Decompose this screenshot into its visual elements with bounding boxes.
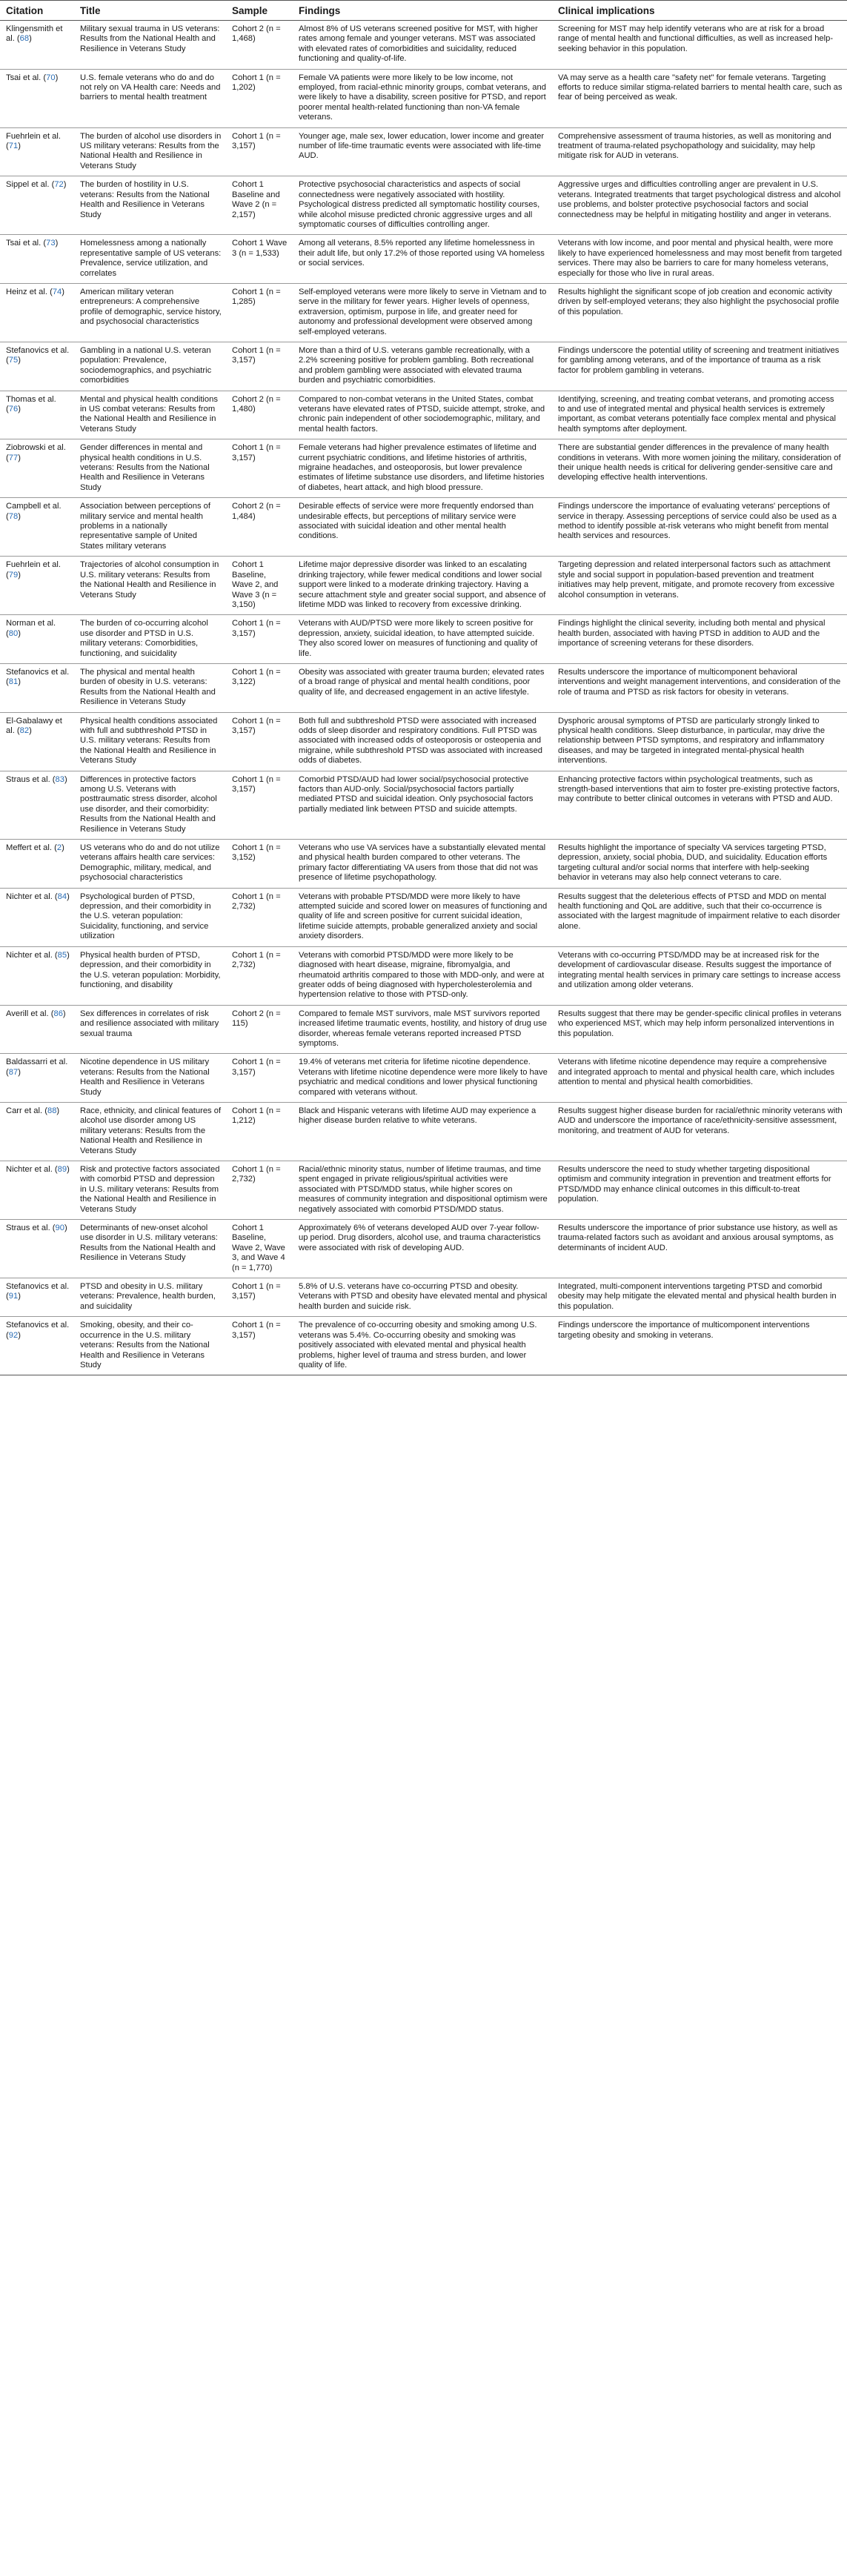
- findings-cell: Comorbid PTSD/AUD had lower social/psychosocial protective factors than AUD-only. Social/psychosocial factors partially mediated PTSD and suicidal ideation. Only psychosocial factors partially mediated link between PTSD and suicide attempts.: [293, 771, 552, 839]
- sample-cell: Cohort 2 (n = 115): [226, 1005, 293, 1054]
- implications-cell: Identifying, screening, and treating combat veterans, and promoting access to and use of integrated mental and physical health services is extremely important, as combat veterans potentially face complex mental and physical health symptoms after deployment.: [552, 391, 847, 439]
- sample-cell: Cohort 1 (n = 3,157): [226, 1278, 293, 1317]
- title-cell: Race, ethnicity, and clinical features of alcohol use disorder among US military veterans: Results from the National Health and Resilience in Veterans Study: [74, 1102, 226, 1161]
- title-cell: Mental and physical health conditions in US combat veterans: Results from the National Health and Resilience in Veterans Study: [74, 391, 226, 439]
- findings-cell: 19.4% of veterans met criteria for lifetime nicotine dependence. Veterans with lifetime nicotine dependence were more likely to have psychiatric and medical conditions and lower physical functioning compared with veterans without.: [293, 1054, 552, 1103]
- title-cell: PTSD and obesity in U.S. military veterans: Prevalence, health burden, and suicidality: [74, 1278, 226, 1317]
- citation-ref-link[interactable]: 75: [8, 356, 19, 365]
- citation-ref-link[interactable]: 91: [8, 1292, 19, 1301]
- citation-cell: Stefanovics et al. (92): [0, 1317, 74, 1375]
- findings-cell: Self-employed veterans were more likely to serve in Vietnam and to serve in the military for fewer years. Higher levels of openness, extraversion, optimism, purpose in life, and greater need for autonomy and professional development were observed among self-employed veterans.: [293, 283, 552, 342]
- findings-cell: Protective psychosocial characteristics and aspects of social connectedness were negatively associated with hostility. Psychological distress predicted all symptomatic hostility courses, while alcohol misuse predicted chronic aggressive urges and all symptomatic courses of difficulties controlling anger.: [293, 176, 552, 235]
- citation-cell: Fuehrlein et al. (79): [0, 557, 74, 615]
- citation-cell: El-Gabalawy et al. (82): [0, 712, 74, 771]
- findings-cell: Veterans who use VA services have a substantially elevated mental and physical health burden compared to other veterans. The primary factor differentiating VA users from those that did not was presence of lifetime psychopathology.: [293, 840, 552, 889]
- title-cell: Determinants of new-onset alcohol use disorder in U.S. military veterans: Results from the National Health and Resilience in Veterans Study: [74, 1220, 226, 1278]
- title-cell: Differences in protective factors among U.S. Veterans with posttraumatic stress disorder, alcohol use disorder, and their comorbidity: Results from the National Health and Resilience in Veterans Study: [74, 771, 226, 839]
- sample-cell: Cohort 2 (n = 1,480): [226, 391, 293, 439]
- findings-cell: Desirable effects of service were more frequently endorsed than undesirable effects, but perceptions of military service were associated with suicidal ideation and other mental health conditions.: [293, 498, 552, 557]
- implications-cell: Results suggest higher disease burden for racial/ethnic minority veterans with AUD and underscore the importance of race/ethnicity-sensitive assessment, monitoring, and treatment of AUD for veterans.: [552, 1102, 847, 1161]
- citation-cell: Stefanovics et al. (75): [0, 342, 74, 391]
- title-cell: U.S. female veterans who do and do not rely on VA Health care: Needs and barriers to mental health treatment: [74, 69, 226, 127]
- title-cell: Military sexual trauma in US veterans: Results from the National Health and Resilience in Veterans Study: [74, 21, 226, 70]
- implications-cell: Veterans with lifetime nicotine dependence may require a comprehensive and integrated approach to mental and physical health care, which includes attention to mental and physical health comorbidities.: [552, 1054, 847, 1103]
- citation-author: Tsai et al.: [6, 73, 41, 82]
- citation-ref-link[interactable]: 88: [47, 1106, 57, 1115]
- citation-ref-link[interactable]: 70: [46, 73, 56, 82]
- citation-cell: Ziobrowski et al. (77): [0, 439, 74, 498]
- implications-cell: Enhancing protective factors within psychological treatments, such as strength-based interventions that aim to foster pre-existing protective factors, may contribute to better clinical outcomes in veterans with PTSD and AUD.: [552, 771, 847, 839]
- implications-cell: Results suggest that the deleterious effects of PTSD and MDD on mental health functioning and QoL are additive, such that their co-occurrence is associated with the largest magnitude of impairment relative to each disorder alone.: [552, 888, 847, 946]
- sample-cell: Cohort 1 (n = 3,157): [226, 712, 293, 771]
- implications-cell: Results suggest that there may be gender-specific clinical profiles in veterans who experienced MST, which may help inform personalized interventions in this population.: [552, 1005, 847, 1054]
- table-body: [0, 21, 847, 1375]
- title-cell: Risk and protective factors associated with comorbid PTSD and depression in U.S. military veterans: Results from the National Health and Resilience in Veterans Study: [74, 1161, 226, 1220]
- table-row: [0, 946, 847, 1005]
- sample-cell: Cohort 1 (n = 2,732): [226, 946, 293, 1005]
- citation-cell: Baldassarri et al. (87): [0, 1054, 74, 1103]
- findings-cell: Lifetime major depressive disorder was linked to an escalating drinking trajectory, while fewer medical conditions and lower social support were linked to a moderate drinking trajectory. Having a secure attachment style and greater social support, and absence of lifetime MDD was linked to recovery from excessive drinking.: [293, 557, 552, 615]
- citation-ref-link[interactable]: 2: [56, 843, 62, 853]
- citation-cell: Stefanovics et al. (91): [0, 1278, 74, 1317]
- title-cell: The burden of co-occurring alcohol use disorder and PTSD in U.S. military veterans: Comorbidities, functioning, and suicidality: [74, 615, 226, 664]
- table-row: [0, 1278, 847, 1317]
- sample-cell: Cohort 1 (n = 3,157): [226, 771, 293, 839]
- sample-cell: Cohort 1 (n = 3,157): [226, 615, 293, 664]
- citation-author: Fuehrlein et al.: [6, 560, 62, 570]
- sample-cell: Cohort 2 (n = 1,484): [226, 498, 293, 557]
- sample-cell: Cohort 1 Baseline, Wave 2, and Wave 3 (n = 3,150): [226, 557, 293, 615]
- table-row: [0, 391, 847, 439]
- citation-cell: Norman et al. (80): [0, 615, 74, 664]
- implications-cell: Results underscore the importance of prior substance use history, as well as trauma-related factors such as avoidant and anxious arousal symptoms, as determinants of incident AUD.: [552, 1220, 847, 1278]
- sample-cell: Cohort 1 (n = 3,122): [226, 663, 293, 712]
- table-row: [0, 712, 847, 771]
- findings-cell: Obesity was associated with greater trauma burden; elevated rates of a broad range of physical and mental health conditions, poor quality of life, and decreased engagement in an active lifestyle.: [293, 663, 552, 712]
- citation-author: Norman et al.: [6, 619, 56, 628]
- title-cell: Physical health burden of PTSD, depression, and their comorbidity in the U.S. veteran population: Morbidity, functioning, and disability: [74, 946, 226, 1005]
- title-cell: The burden of hostility in U.S. veterans: Results from the National Health and Resilience in Veterans Study: [74, 176, 226, 235]
- citation-cell: Sippel et al. (72): [0, 176, 74, 235]
- findings-cell: More than a third of U.S. veterans gamble recreationally, with a 2.2% screening positive for problem gambling. Both recreational and problem gambling were associated with elevated trauma burden and psychiatric comorbidities.: [293, 342, 552, 391]
- table-row: [0, 127, 847, 176]
- table-row: [0, 235, 847, 284]
- table-row: [0, 342, 847, 391]
- implications-cell: Findings highlight the clinical severity, including both mental and physical health burden, associated with having PTSD in addition to AUD and the importance of screening veterans for these disorders.: [552, 615, 847, 664]
- citation-author: Thomas et al.: [6, 394, 56, 404]
- table-row: [0, 1220, 847, 1278]
- header-sample: Sample: [226, 1, 293, 21]
- citation-author: Tsai et al.: [6, 239, 41, 248]
- table-row: [0, 615, 847, 664]
- title-cell: Sex differences in correlates of risk and resilience associated with military sexual trauma: [74, 1005, 226, 1054]
- table-row: [0, 663, 847, 712]
- implications-cell: VA may serve as a health care "safety net" for female veterans. Targeting efforts to reduce similar stigma-related barriers to mental health care, such as fear of being perceived as weak.: [552, 69, 847, 127]
- citation-author: Stefanovics et al.: [6, 667, 70, 677]
- citation-author: Fuehrlein et al.: [6, 131, 62, 141]
- implications-cell: Aggressive urges and difficulties controlling anger are prevalent in U.S. veterans. Integrated treatments that target psychological distress and alcohol use problems, and bolster protective psychosocial factors and social connectedness may be helpful in mitigating hostility and anger in veterans.: [552, 176, 847, 235]
- table-row: [0, 771, 847, 839]
- findings-cell: Female VA patients were more likely to be low income, not employed, from racial-ethnic minority groups, combat veterans, and were likely to have a disability, screen positive for PTSD, and report poorer mental health-related functioning than non-VA female veterans.: [293, 69, 552, 127]
- citation-author: Nichter et al.: [6, 892, 53, 901]
- findings-cell: Veterans with comorbid PTSD/MDD were more likely to be diagnosed with heart disease, migraine, fibromyalgia, and rheumatoid arthritis compared to those with MDD-only, and were at greater odds of being diagnosed with hypercholesterolemia and hypertension relative to those with PTSD-only.: [293, 946, 552, 1005]
- citation-ref-link[interactable]: 81: [8, 677, 19, 687]
- citation-cell: Meffert et al. (2): [0, 840, 74, 889]
- findings-cell: Female veterans had higher prevalence estimates of lifetime and current psychiatric conditions, and lifetime histories of arthritis, migraine headaches, and osteoporosis, but lower prevalence estimates of lifetime substance use disorders, and lifetime histories of diabetes, heart attack, and high blood pressure.: [293, 439, 552, 498]
- implications-cell: Veterans with co-occurring PTSD/MDD may be at increased risk for the development of cardiovascular disease. Results suggest the importance of integrating mental health services in primary care settings to increase access and utilization among older veterans.: [552, 946, 847, 1005]
- citation-cell: Fuehrlein et al. (71): [0, 127, 74, 176]
- citation-author: Heinz et al.: [6, 287, 47, 296]
- header-clinical-implications: Clinical implications: [552, 1, 847, 21]
- sample-cell: Cohort 1 (n = 3,157): [226, 127, 293, 176]
- sample-cell: Cohort 1 Baseline and Wave 2 (n = 2,157): [226, 176, 293, 235]
- sample-cell: Cohort 1 (n = 3,152): [226, 840, 293, 889]
- citation-ref-link[interactable]: 72: [54, 180, 64, 190]
- citation-ref-link[interactable]: 82: [19, 726, 30, 735]
- citation-cell: Thomas et al. (76): [0, 391, 74, 439]
- table-row: [0, 1054, 847, 1103]
- sample-cell: Cohort 1 (n = 3,157): [226, 342, 293, 391]
- findings-cell: Compared to non-combat veterans in the United States, combat veterans have elevated rates of PTSD, suicide attempt, stroke, and chronic pain independent of other sociodemographic, military, and mental health factors.: [293, 391, 552, 439]
- title-cell: Nicotine dependence in US military veterans: Results from the National Health and Resilience in Veterans Study: [74, 1054, 226, 1103]
- citation-author: Nichter et al.: [6, 1165, 53, 1174]
- findings-cell: Almost 8% of US veterans screened positive for MST, with higher rates among female and younger veterans. MST was associated with elevated rates of comorbidities and suicidality, reduced functioning and quality-of-life.: [293, 21, 552, 70]
- title-cell: Smoking, obesity, and their co-occurrence in the U.S. military veterans: Results from the National Health and Resilience in Veterans Study: [74, 1317, 226, 1375]
- findings-cell: Among all veterans, 8.5% reported any lifetime homelessness in their adult life, but only 17.2% of those reported using VA homeless or social services.: [293, 235, 552, 284]
- implications-cell: Results underscore the importance of multicomponent behavioral interventions and weight management interventions, and consideration of the role of trauma and PTSD as risk factors for obesity in veterans.: [552, 663, 847, 712]
- title-cell: Trajectories of alcohol consumption in U.S. military veterans: Results from the National Health and Resilience in Veterans Study: [74, 557, 226, 615]
- citation-ref-link[interactable]: 80: [8, 628, 19, 638]
- citation-ref-link[interactable]: 76: [8, 405, 19, 414]
- findings-cell: Black and Hispanic veterans with lifetime AUD may experience a higher disease burden relative to white veterans.: [293, 1102, 552, 1161]
- table-row: [0, 1317, 847, 1375]
- citation-ref-link[interactable]: 77: [8, 453, 19, 462]
- table-row: [0, 888, 847, 946]
- citation-cell: Nichter et al. (84): [0, 888, 74, 946]
- citation-author: Meffert et al.: [6, 843, 52, 853]
- citation-cell: Klingensmith et al. (68): [0, 21, 74, 70]
- title-cell: Gender differences in mental and physical health conditions in U.S. veterans: Results from the National Health and Resilience in Veterans Study: [74, 439, 226, 498]
- citation-author: Straus et al.: [6, 1224, 50, 1233]
- citation-cell: Straus et al. (90): [0, 1220, 74, 1278]
- table-row: [0, 1005, 847, 1054]
- citation-cell: Tsai et al. (70): [0, 69, 74, 127]
- citation-cell: Nichter et al. (89): [0, 1161, 74, 1220]
- header-citation: Citation: [0, 1, 74, 21]
- citation-author: Averill et al.: [6, 1009, 49, 1018]
- citation-ref-link[interactable]: 78: [8, 511, 19, 521]
- citation-author: Campbell et al.: [6, 502, 62, 511]
- table-row: [0, 498, 847, 557]
- table-row: [0, 1161, 847, 1220]
- implications-cell: Findings underscore the importance of multicomponent interventions targeting obesity and smoking in veterans.: [552, 1317, 847, 1375]
- citation-ref-link[interactable]: 87: [8, 1067, 19, 1077]
- citation-author: Stefanovics et al.: [6, 1282, 70, 1292]
- findings-cell: The prevalence of co-occurring obesity and smoking among U.S. veterans was 5.4%. Co-occurring obesity and smoking was positively associated with elevated mental and physical health problems, higher level of trauma and stress burden, and lower quality of life.: [293, 1317, 552, 1375]
- implications-cell: Dysphoric arousal symptoms of PTSD are particularly strongly linked to physical health conditions. Sleep disturbance, in particular, may drive the relationship between PTSD symptoms, and respiratory and inflammatory diseases, and may be targeted in integrated mental-physical health interventions.: [552, 712, 847, 771]
- citation-author: Baldassarri et al.: [6, 1058, 68, 1067]
- implications-cell: Screening for MST may help identify veterans who are at risk for a broad range of mental health and functional difficulties, as well as increased help-seeking behavior in this population.: [552, 21, 847, 70]
- table-row: [0, 557, 847, 615]
- implications-cell: There are substantial gender differences in the prevalence of many health conditions in veterans. With more women joining the military, consideration of their unique health needs is critical for delivering gender-sensitive care and developing effective health interventions.: [552, 439, 847, 498]
- title-cell: Psychological burden of PTSD, depression, and their comorbidity in the U.S. veteran population: Suicidality, functioning, and service utilization: [74, 888, 226, 946]
- citation-cell: Nichter et al. (85): [0, 946, 74, 1005]
- citation-author: Klingensmith et al.: [6, 24, 63, 44]
- table-row: [0, 1102, 847, 1161]
- table-row: [0, 69, 847, 127]
- table-row: [0, 439, 847, 498]
- citation-author: El-Gabalawy et al.: [6, 716, 62, 735]
- citation-ref-link[interactable]: 68: [19, 34, 30, 44]
- table-row: [0, 176, 847, 235]
- sample-cell: Cohort 1 (n = 2,732): [226, 1161, 293, 1220]
- citation-author: Nichter et al.: [6, 950, 53, 960]
- sample-cell: Cohort 1 (n = 3,157): [226, 1054, 293, 1103]
- citation-ref-link[interactable]: 74: [52, 287, 62, 296]
- implications-cell: Veterans with low income, and poor mental and physical health, were more likely to have experienced homelessness and may most benefit from targeted services. There may also be barriers to care for many homeless veterans, especially for those who live in rural areas.: [552, 235, 847, 284]
- citation-cell: Stefanovics et al. (81): [0, 663, 74, 712]
- citation-cell: Heinz et al. (74): [0, 283, 74, 342]
- citation-author: Stefanovics et al.: [6, 345, 70, 355]
- findings-cell: Veterans with AUD/PTSD were more likely to screen positive for depression, anxiety, suicidal ideation, to have attempted suicide. They also scored lower on measures of functioning and quality of life.: [293, 615, 552, 664]
- sample-cell: Cohort 1 (n = 1,285): [226, 283, 293, 342]
- implications-cell: Results underscore the need to study whether targeting dispositional optimism and community integration in prevention and treatment efforts for PTSD/MDD may enhance clinical outcomes in this difficult-to-treat population.: [552, 1161, 847, 1220]
- citation-author: Stefanovics et al.: [6, 1321, 70, 1330]
- findings-cell: Approximately 6% of veterans developed AUD over 7-year follow-up period. Drug disorders, alcohol use, and trauma characteristics were associated with risk of developing AUD.: [293, 1220, 552, 1278]
- title-cell: The burden of alcohol use disorders in US military veterans: Results from the National Health and Resilience in Veterans Study: [74, 127, 226, 176]
- implications-cell: Findings underscore the importance of evaluating veterans' perceptions of service in therapy. Assessing perceptions of service could also be used as a method to identify possible at-risk veterans who might benefit from mental health services and resources.: [552, 498, 847, 557]
- citation-ref-link[interactable]: 90: [55, 1224, 64, 1233]
- citation-ref-link[interactable]: 92: [8, 1330, 19, 1340]
- findings-cell: Both full and subthreshold PTSD were associated with increased odds of sleep disorder and respiratory conditions. Full PTSD was associated with increased odds of osteoporosis or osteopenia and migraine, while subthreshold PTSD was associated with increased odds of diabetes.: [293, 712, 552, 771]
- citation-cell: Straus et al. (83): [0, 771, 74, 839]
- title-cell: Physical health conditions associated with full and subthreshold PTSD in U.S. military veterans: Results from the National Health and Resilience in Veterans Study: [74, 712, 226, 771]
- citation-cell: Campbell et al. (78): [0, 498, 74, 557]
- citation-ref-link[interactable]: 85: [57, 950, 67, 960]
- citation-ref-link[interactable]: 84: [57, 892, 67, 901]
- citation-cell: Averill et al. (86): [0, 1005, 74, 1054]
- sample-cell: Cohort 2 (n = 1,468): [226, 21, 293, 70]
- table-row: [0, 21, 847, 70]
- title-cell: Homelessness among a nationally representative sample of US veterans: Prevalence, service utilization, and correlates: [74, 235, 226, 284]
- title-cell: American military veteran entrepreneurs: A comprehensive profile of demographic, service history, and psychosocial characteristics: [74, 283, 226, 342]
- sample-cell: Cohort 1 (n = 3,157): [226, 1317, 293, 1375]
- title-cell: Gambling in a national U.S. veteran population: Prevalence, sociodemographics, and psychiatric comorbidities: [74, 342, 226, 391]
- citation-author: Sippel et al.: [6, 180, 50, 190]
- findings-cell: Younger age, male sex, lower education, lower income and greater number of life-time traumatic events were associated with life-time AUD.: [293, 127, 552, 176]
- implications-cell: Comprehensive assessment of trauma histories, as well as monitoring and treatment of trauma-related psychopathology and suicidality, may help mitigate risk for AUD in veterans.: [552, 127, 847, 176]
- sample-cell: Cohort 1 (n = 2,732): [226, 888, 293, 946]
- implications-cell: Findings underscore the potential utility of screening and treatment initiatives for gambling among veterans, and of the importance of trauma as a risk factor for problem gambling in veterans.: [552, 342, 847, 391]
- table-row: [0, 840, 847, 889]
- header-title: Title: [74, 1, 226, 21]
- findings-cell: Veterans with probable PTSD/MDD were more likely to have attempted suicide and scored lower on measures of functioning and quality of life and screen positive for current suicidal ideation, lifetime suicide attempts, probable generalized anxiety and social anxiety disorders.: [293, 888, 552, 946]
- citation-author: Ziobrowski et al.: [6, 443, 66, 453]
- citation-cell: Carr et al. (88): [0, 1102, 74, 1161]
- citation-author: Carr et al.: [6, 1106, 43, 1115]
- citation-ref-link[interactable]: 79: [8, 570, 19, 580]
- implications-cell: Results highlight the importance of specialty VA services targeting PTSD, depression, anxiety, social phobia, DUD, and suicidality. Education efforts targeting cultural and/or social norms that interfere with help-seeking behavior in veterans may also help connect veterans to care.: [552, 840, 847, 889]
- citation-ref-link[interactable]: 71: [8, 142, 19, 151]
- citation-ref-link[interactable]: 83: [55, 774, 64, 784]
- sample-cell: Cohort 1 (n = 1,202): [226, 69, 293, 127]
- header-findings: Findings: [293, 1, 552, 21]
- sample-cell: Cohort 1 (n = 1,212): [226, 1102, 293, 1161]
- sample-cell: Cohort 1 Wave 3 (n = 1,533): [226, 235, 293, 284]
- citation-cell: Tsai et al. (73): [0, 235, 74, 284]
- sample-cell: Cohort 1 Baseline, Wave 2, Wave 3, and Wave 4 (n = 1,770): [226, 1220, 293, 1278]
- findings-cell: Racial/ethnic minority status, number of lifetime traumas, and time spent engaged in private religious/spiritual activities were associated with PTSD/MDD status, while higher scores on measures of community integration and dispositional optimism were negatively associated with comorbid PTSD/MDD status.: [293, 1161, 552, 1220]
- title-cell: Association between perceptions of military service and mental health problems in a nationally representative sample of United States military veterans: [74, 498, 226, 557]
- citation-author: Straus et al.: [6, 774, 50, 784]
- title-cell: US veterans who do and do not utilize veterans affairs health care services: Demographic, military, medical, and psychosocial characteristics: [74, 840, 226, 889]
- implications-cell: Results highlight the significant scope of job creation and economic activity driven by self-employed veterans; they also highlight the psychosocial profile of this population.: [552, 283, 847, 342]
- table-row: [0, 283, 847, 342]
- implications-cell: Integrated, multi-component interventions targeting PTSD and comorbid obesity may help mitigate the elevated mental and physical health burden in this population.: [552, 1278, 847, 1317]
- sample-cell: Cohort 1 (n = 3,157): [226, 439, 293, 498]
- citation-ref-link[interactable]: 73: [46, 239, 56, 248]
- implications-cell: Targeting depression and related interpersonal factors such as attachment style and social support in population-based prevention and treatment initiatives may help prevent, mitigate, and promote recovery from excessive alcohol consumption in veterans.: [552, 557, 847, 615]
- citation-ref-link[interactable]: 89: [57, 1165, 67, 1174]
- table-header-row: [0, 1, 847, 21]
- findings-cell: 5.8% of U.S. veterans have co-occurring PTSD and obesity. Veterans with PTSD and obesity have elevated mental and physical health burden and suicide risk.: [293, 1278, 552, 1317]
- title-cell: The physical and mental health burden of obesity in U.S. veterans: Results from the National Health and Resilience in Veterans Study: [74, 663, 226, 712]
- citation-ref-link[interactable]: 86: [53, 1009, 63, 1018]
- findings-cell: Compared to female MST survivors, male MST survivors reported increased lifetime traumatic events, hostility, and history of drug use disorder, whereas female veterans reported increased PTSD symptoms.: [293, 1005, 552, 1054]
